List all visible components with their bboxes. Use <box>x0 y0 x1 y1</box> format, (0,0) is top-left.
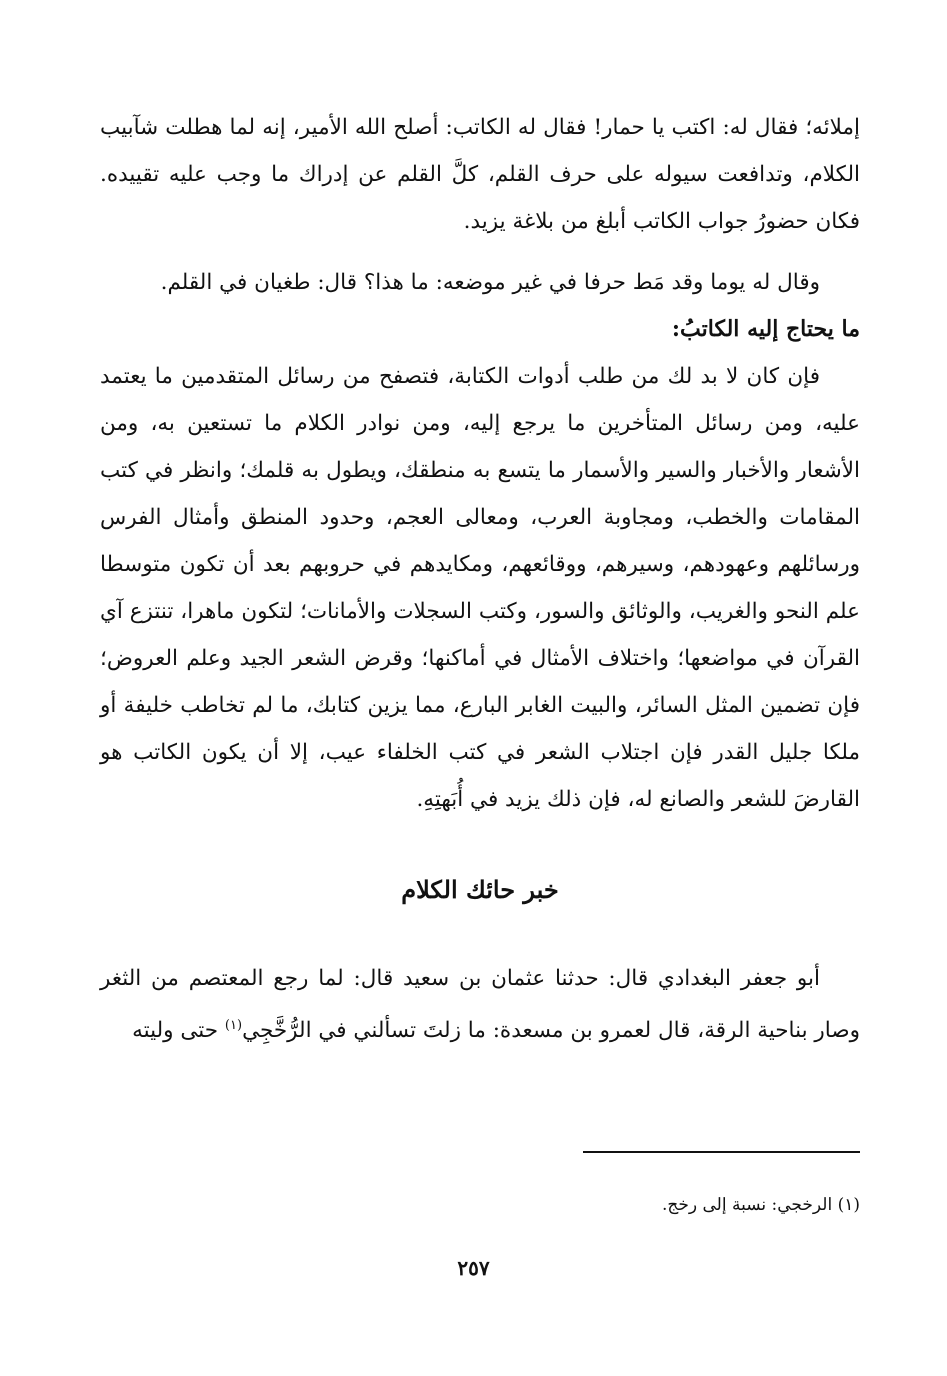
footnote: (١) الرخجي: نسبة إلى رخج. <box>662 1195 860 1215</box>
section-subheading: ما يحتاج إليه الكاتبُ: <box>671 316 860 342</box>
page-number: ٢٥٧ <box>457 1256 490 1280</box>
paragraph-3: فإن كان لا بد لك من طلب أدوات الكتابة، فتصفح من رسائل المتقدمين ما يعتمد عليه، ومن رسائل المتأخرين ما يرجع إليه، ومن نوادر الكلام ما تستعين به، ومن الأشعار والأخبار والسير والأسمار ما يتسع به منطقك، ويطول به قلمك؛ وانظر في كتب المقامات والخطب، ومجاوبة العرب، ومعالى العجم، وحدود المنطق وأمثال الفرس ورسائلهم وعهودهم، وسيرهم، ووقائعهم، ومكايدهم في حروبهم بعد أن تكون متوسطا علم النحو والغريب، والوثائق والسور، وكتب السجلات والأمانات؛ لتكون ماهرا، تنتزع آي القرآن في مواضعها؛ واختلاف الأمثال في أماكنها؛ وقرض الشعر الجيد وعلم العروض؛ فإن تضمين المثل السائر، والبيت الغابر البارع، مما يزين كتابك، ما لم تخاطب خليفة أو ملكا جليل القدر فإن اجتلاب الشعر في كتب الخلفاء عيب، إلا أن يكون الكاتب هو القارضَ للشعر والصانع له، فإن ذلك يزيد في أُبَهتِهِ. <box>100 364 860 812</box>
paragraph-4 <box>100 955 860 1054</box>
paragraph-2: وقال له يوما وقد مَط حرفا في غير موضعه: ما هذا؟ قال: طغيان في القلم. <box>160 270 820 295</box>
footnote-divider <box>583 1151 860 1153</box>
paragraph-4-end: حتى وليته <box>132 1018 225 1044</box>
page-body <box>100 104 860 1054</box>
paragraph-4-text: أبو جعفر البغدادي قال: حدثنا عثمان بن سعيد قال: لما رجع المعتصم من الثغر وصار بناحية الرقة، قال لعمرو بن مسعدة: ما زلتَ تسألني في الرُّخَّجِي <box>100 966 860 1044</box>
section-heading: خبر حائك الكلام <box>401 875 559 904</box>
paragraph-1: إملائه؛ فقال له: اكتب يا حمار! فقال له الكاتب: أصلح الله الأمير، إنه لما هطلت شآبيب الكلام، وتدافعت سيوله على حرف القلم، كلَّ القلم عن إدراك ما وجب عليه تقييده. فكان حضورُ جواب الكاتب أبلغ من بلاغة يزيد. <box>100 115 860 234</box>
footnote-marker: (١) <box>224 1018 243 1033</box>
